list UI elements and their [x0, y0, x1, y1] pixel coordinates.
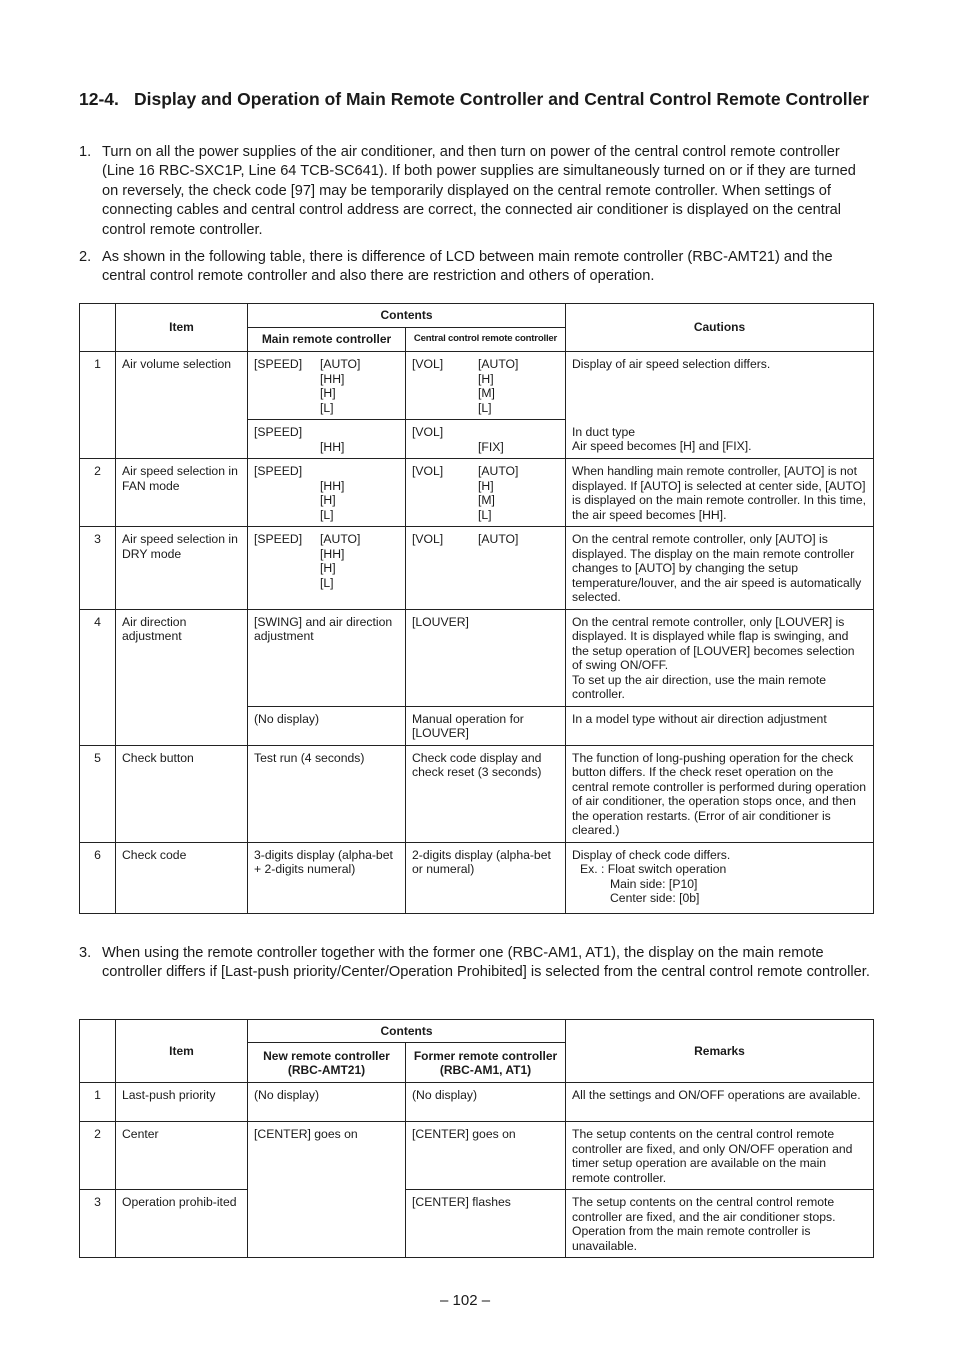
caution-cell: The function of long-pushing operation for the check button differs. If the check reset operation on the central remote controller is performed during operation of air conditioner, the operation stops once, and then the operation restarts. (Error of air conditioner is cleared.)	[566, 745, 874, 842]
caution-cell: In duct type Air speed becomes [H] and [FIX].	[566, 420, 874, 459]
paragraph-number: 2.	[79, 249, 92, 265]
main-controller-cell: (No display)	[248, 706, 406, 745]
row-item: Air volume selection	[116, 352, 248, 459]
table-row	[80, 527, 874, 610]
row-number: 4	[80, 609, 116, 745]
row-item: Air direction adjustment	[116, 609, 248, 745]
table-row	[80, 745, 874, 842]
paragraph-3	[79, 944, 875, 983]
row-number: 5	[80, 745, 116, 842]
cell-key: [SPEED]	[254, 425, 303, 439]
comparison-table	[79, 303, 874, 914]
header-former-controller: Former remote controller (RBC-AM1, AT1)	[406, 1043, 566, 1083]
main-controller-cell: 3-digits display (alpha-bet + 2-digits numeral)	[248, 842, 406, 913]
table-row	[80, 459, 874, 527]
new-controller-cell: (No display)	[248, 1083, 406, 1122]
main-controller-cell	[248, 352, 406, 420]
main-controller-cell	[248, 459, 406, 527]
main-controller-cell: [SWING] and air direction adjustment	[248, 609, 406, 706]
header-cautions: Cautions	[566, 304, 874, 352]
cell-values: [AUTO] [H] [M] [L]	[478, 357, 519, 415]
header-item: Item	[116, 1020, 248, 1083]
row-number: 3	[80, 1190, 116, 1258]
cell-key: [VOL]	[412, 464, 444, 478]
cell-key: [VOL]	[412, 532, 444, 546]
page-number: – 102 –	[440, 1292, 491, 1309]
caution-cell: On the central remote controller, only [LOUVER] is displayed. It is displayed while flap is swinging, and the setup operation of [LOUVER] becomes selection of swing ON/OFF. To set up the air direction, use the main remote controller.	[566, 609, 874, 706]
cell-values: [HH] [H] [L]	[320, 478, 345, 522]
caution-cell: Display of air speed selection differs.	[566, 352, 874, 420]
row-item: Check code	[116, 842, 248, 913]
cell-key: [VOL]	[412, 425, 444, 439]
row-number: 6	[80, 842, 116, 913]
paragraph-text: Turn on all the power supplies of the air conditioner, and then turn on power of the central control remote controller (Line 16 RBC-SXC1P, Line 64 TCB-SC641). If both power supplies are simultaneously turned on or if they are turned on reversely, the check code [97] may be temporarily displayed on the central remote controller. When settings of connecting cables and central control address are correct, the connected air conditioner is displayed on the central control remote controller.	[102, 144, 856, 238]
main-controller-cell	[248, 527, 406, 610]
caution-cell: When handling main remote controller, [AUTO] is not displayed. If [AUTO] is selected at center side, [AUTO] is displayed on the main remote controller. In this time, the air speed becomes [HH].	[566, 459, 874, 527]
cell-values: [AUTO]	[478, 532, 519, 546]
caution-cell	[566, 842, 874, 913]
header-contents: Contents	[248, 1020, 566, 1043]
cell-key: [SPEED]	[254, 357, 303, 371]
row-number: 1	[80, 1083, 116, 1122]
cell-key: [SPEED]	[254, 464, 303, 478]
table-row	[80, 842, 874, 913]
row-item: Center	[116, 1122, 248, 1190]
header-blank	[80, 304, 116, 352]
paragraph-2	[79, 248, 875, 287]
table-row	[80, 352, 874, 420]
caution-line: Display of check code differs.	[572, 847, 731, 862]
header-main-controller: Main remote controller	[248, 328, 406, 352]
caution-line: Center side: [0b]	[610, 891, 700, 905]
table-row	[80, 1083, 874, 1122]
table-row	[80, 609, 874, 706]
section-title: Display and Operation of Main Remote Controller and Central Control Remote Controller	[134, 89, 870, 109]
former-controller-cell: [CENTER] flashes	[406, 1190, 566, 1258]
section-number: 12-4.	[79, 89, 119, 109]
paragraph-text: When using the remote controller together with the former one (RBC-AM1, AT1), the display on the main remote controller differs if [Last-push priority/Center/Operation Prohibited] is selected from the central control remote controller.	[102, 945, 870, 981]
cell-values: [HH]	[320, 439, 345, 454]
central-controller-cell	[406, 420, 566, 459]
header-item: Item	[116, 304, 248, 352]
header-contents: Contents	[248, 304, 566, 328]
row-item: Air speed selection in FAN mode	[116, 459, 248, 527]
table-row	[80, 1190, 874, 1258]
former-controller-cell: (No display)	[406, 1083, 566, 1122]
row-item: Operation prohib-ited	[116, 1190, 248, 1258]
caution-line: Ex. : Float switch operation	[580, 862, 727, 876]
remarks-cell: The setup contents on the central control remote controller are fixed, and only ON/OFF operation and timer setup operation are available on the main remote controller.	[566, 1122, 874, 1190]
header-remarks: Remarks	[566, 1020, 874, 1083]
former-controller-cell: [CENTER] goes on	[406, 1122, 566, 1190]
central-controller-cell: [LOUVER]	[406, 609, 566, 706]
header-blank	[80, 1020, 116, 1083]
central-controller-cell: Check code display and check reset (3 seconds)	[406, 745, 566, 842]
row-item: Last-push priority	[116, 1083, 248, 1122]
priority-table	[79, 1019, 874, 1258]
section-heading	[79, 88, 879, 111]
cell-values: [AUTO] [H] [M] [L]	[478, 464, 519, 522]
header-new-controller: New remote controller (RBC-AMT21)	[248, 1043, 406, 1083]
main-controller-cell: Test run (4 seconds)	[248, 745, 406, 842]
central-controller-cell	[406, 352, 566, 420]
header-central-controller: Central control remote controller	[406, 328, 566, 352]
paragraph-1	[79, 143, 875, 240]
cell-values: [AUTO] [HH] [H] [L]	[320, 532, 361, 590]
table-row	[80, 1122, 874, 1190]
paragraph-number: 1.	[79, 144, 92, 160]
central-controller-cell: Manual operation for [LOUVER]	[406, 706, 566, 745]
row-item: Check button	[116, 745, 248, 842]
remarks-cell: All the settings and ON/OFF operations are available.	[566, 1083, 874, 1122]
row-number: 2	[80, 1122, 116, 1190]
central-controller-cell	[406, 459, 566, 527]
cell-key: [VOL]	[412, 357, 444, 371]
caution-line: Main side: [P10]	[610, 876, 698, 891]
main-controller-cell	[248, 420, 406, 459]
paragraph-number: 3.	[79, 945, 92, 961]
central-controller-cell: 2-digits display (alpha-bet or numeral)	[406, 842, 566, 913]
new-controller-cell: [CENTER] goes on	[248, 1122, 406, 1258]
remarks-cell: The setup contents on the central control remote controller are fixed, and the air conditioner stops. Operation from the main remote controller is unavailable.	[566, 1190, 874, 1258]
cell-key: [SPEED]	[254, 532, 303, 546]
central-controller-cell	[406, 527, 566, 610]
cell-values: [AUTO] [HH] [H] [L]	[320, 357, 361, 415]
row-item: Air speed selection in DRY mode	[116, 527, 248, 610]
row-number: 3	[80, 527, 116, 610]
row-number: 1	[80, 352, 116, 459]
paragraph-text: As shown in the following table, there is difference of LCD between main remote controller (RBC-AMT21) and the central control remote controller and also there are restriction and others of operation.	[102, 249, 833, 285]
caution-cell: On the central remote controller, only [AUTO] is displayed. The display on the main remote controller changes to [AUTO] by changing the setup temperature/louver, and the air speed is automatically selected.	[566, 527, 874, 610]
row-number: 2	[80, 459, 116, 527]
cell-values: [FIX]	[478, 439, 504, 454]
caution-cell: In a model type without air direction adjustment	[566, 706, 874, 745]
